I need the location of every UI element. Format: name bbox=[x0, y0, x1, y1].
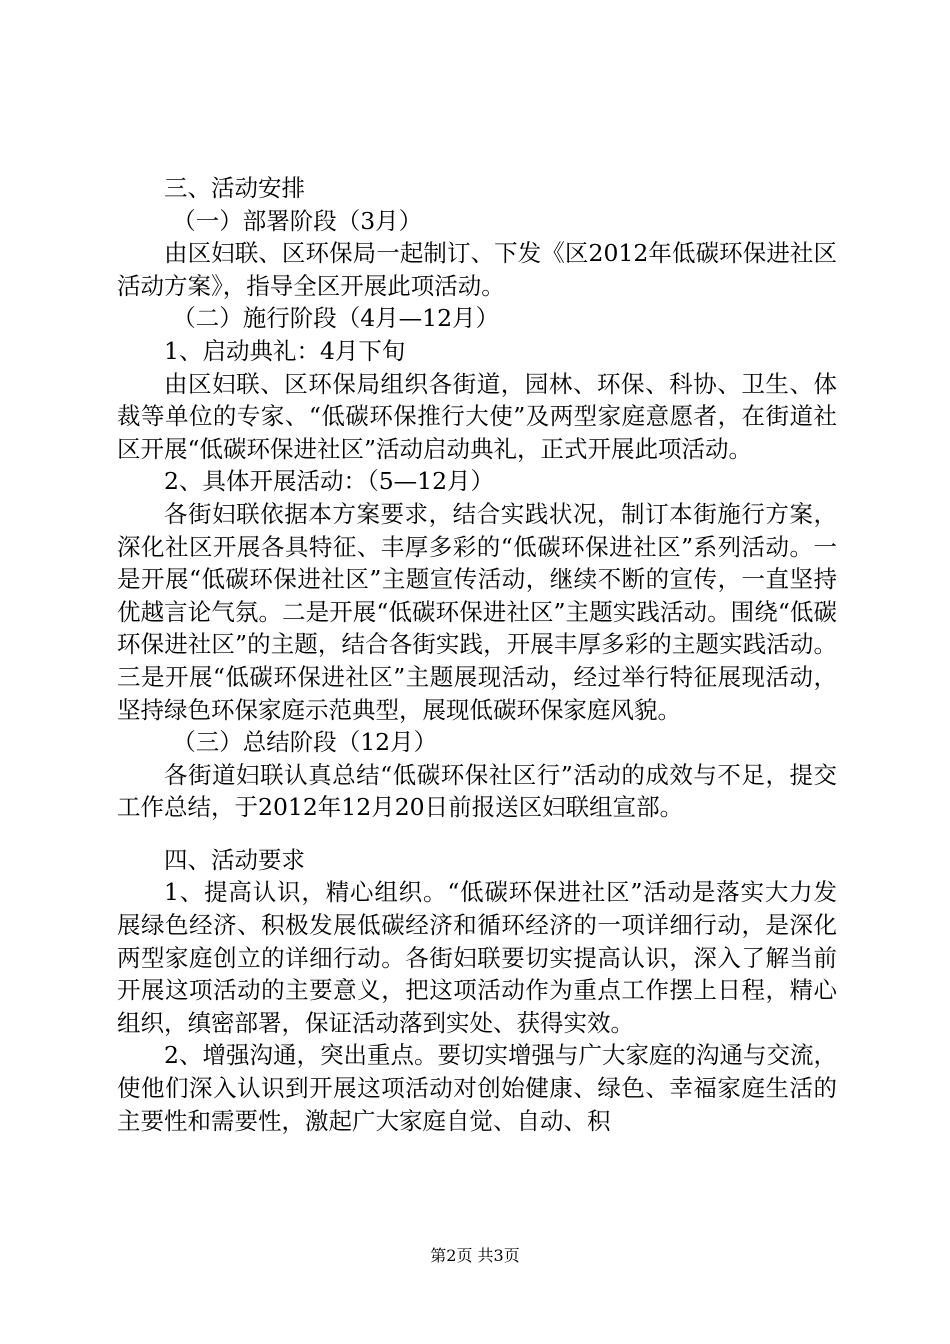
stage-title-implementation: （二）施行阶段（4月—12月） bbox=[172, 304, 500, 333]
stage-title-summary: （三）总结阶段（12月） bbox=[172, 728, 438, 757]
section-heading-activity-requirements: 四、活动要求 bbox=[164, 845, 305, 874]
paragraph-specific-activities: 各街妇联依据本方案要求，结合实践状况，制订本街施行方案，深化社区开展各具特征、丰厚多彩的“低碳环保进社区”系列活动。一是开展“低碳环保进社区”主题宣传活动，继续不断的宣传，一直坚持优越言论气氛。二是开展“低碳环保进社区”主题实践活动。围绕“低碳环保进社区”的主题，结合各街实践，开展丰厚多彩的主题实践活动。三是开展“低碳环保进社区”主题展现活动，经过举行特征展现活动，坚持绿色环保家庭示范典型，展现低碳环保家庭风貌。 bbox=[117, 499, 837, 724]
paragraph-deployment: 由区妇联、区环保局一起制订、下发《区2012年低碳环保进社区活动方案》，指导全区开展此项活动。 bbox=[117, 239, 837, 300]
section-heading-activity-arrangement: 三、活动安排 bbox=[164, 174, 305, 202]
page-number-footer: 第2页 共3页 bbox=[430, 1246, 520, 1265]
paragraph-launch-ceremony: 由区妇联、区环保局组织各街道，园林、环保、科协、卫生、体裁等单位的专家、“低碳环保推行大使”及两型家庭意愿者，在街道社区开展“低碳环保进社区”活动启动典礼，正式开展此项活动。 bbox=[117, 369, 837, 463]
paragraph-requirement-1: 1、提高认识，精心组织。“低碳环保进社区”活动是落实大力发展绿色经济、积极发展低碳经济和循环经济的一项详细行动，是深化两型家庭创立的详细行动。各街妇联要切实提高认识，深入了解当前开展这项活动的主要意义，把这项活动作为重点工作摆上日程，精心组织，缜密部署，保证活动落到实处、获得实效。 bbox=[117, 878, 837, 1037]
item-title-specific-activities: 2、具体开展活动：（5—12月） bbox=[164, 467, 495, 496]
section-gap bbox=[117, 824, 837, 844]
item-title-launch-ceremony: 1、启动典礼：4月下旬 bbox=[164, 336, 406, 365]
stage-title-deployment: （一）部署阶段（3月） bbox=[172, 206, 423, 235]
document-body bbox=[117, 172, 837, 1137]
paragraph-requirement-2: 2、增强沟通，突出重点。要切实增强与广大家庭的沟通与交流，使他们深入认识到开展这项活动对创始健康、绿色、幸福家庭生活的主要性和需要性，激起广大家庭自觉、自动、积 bbox=[117, 1041, 837, 1135]
paragraph-summary: 各街道妇联认真总结“低碳环保社区行”活动的成效与不足，提交工作总结，于2012年12月20日前报送区妇联组宣部。 bbox=[117, 760, 837, 822]
